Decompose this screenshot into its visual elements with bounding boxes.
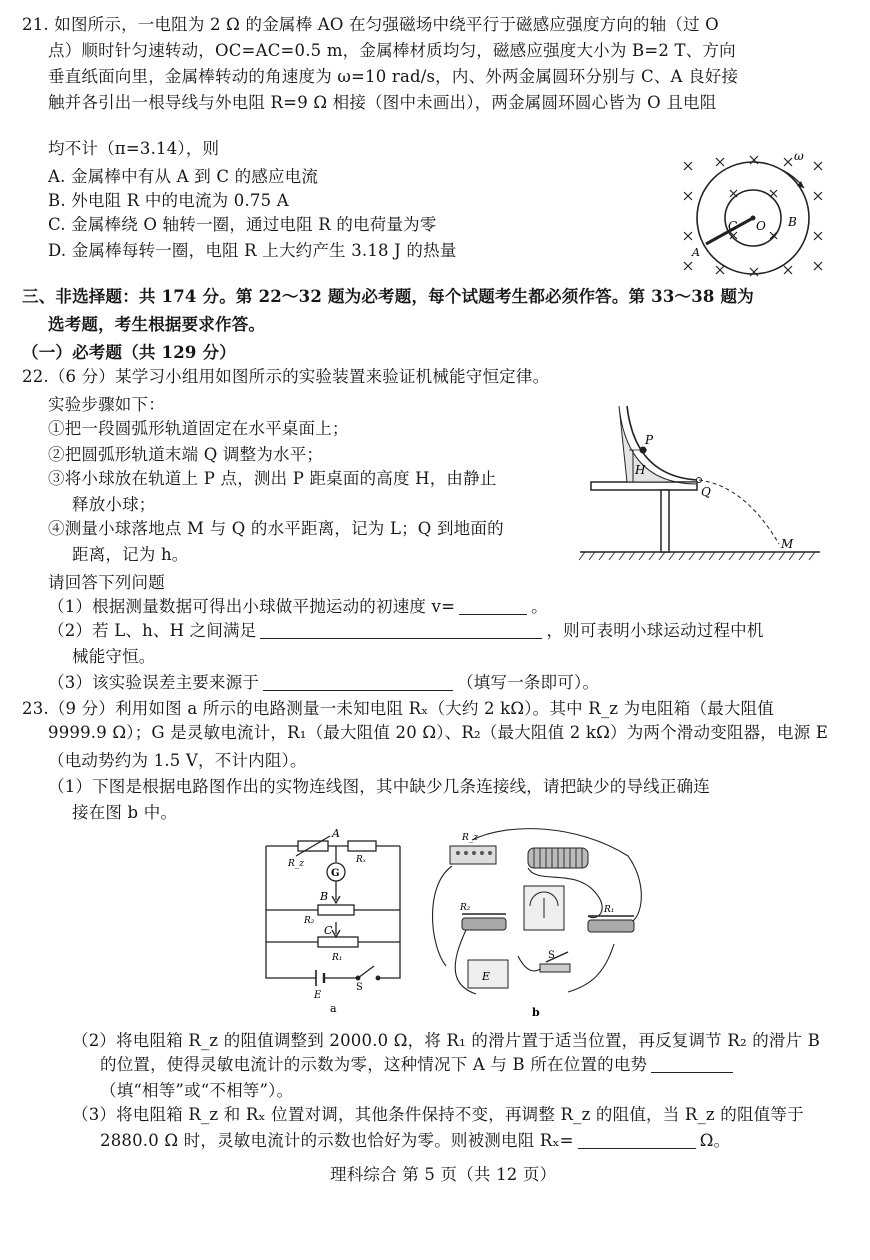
resistance-box (450, 846, 496, 864)
q23-wiring-diagram-b (428, 826, 648, 1020)
switch-s (358, 966, 374, 978)
q22-part-3 (48, 672, 599, 694)
e-label: E (314, 990, 322, 1001)
section-3-line-2: 选考题，考生根据要求作答。 (48, 315, 266, 334)
q22-part-2 (48, 620, 764, 642)
point-m-label: M (781, 537, 794, 551)
point-c-label: C (324, 924, 333, 937)
q21-line-4: 触并各引出一根导线与外电阻 R=9 Ω 相接（图中未画出），两金属圆环圆心皆为 O 且电阻 (48, 93, 717, 112)
wire-1 (433, 866, 453, 966)
rheostat-r1-device (588, 920, 634, 932)
q23-part-3-unit: Ω。 (699, 1131, 731, 1150)
rheostat-r2 (318, 905, 354, 915)
q22-part-2-cont: 械能守恒。 (72, 647, 156, 666)
point-a-label: A (692, 246, 700, 259)
q22-step-2: ②把圆弧形轨道末端 Q 调整为水平； (48, 445, 324, 464)
q23-part-2-text: 的位置，使得灵敏电流计的示数为零，这种情况下 A 与 B 所在位置的电势 (100, 1055, 648, 1074)
e-device-label: E (482, 970, 491, 983)
q21-option-d: D. 金属棒每转一圈，电阻 R 上大约产生 3.18 J 的热量 (48, 241, 457, 260)
projectile-path (699, 480, 779, 544)
page-footer: 理科综合 第 5 页（共 12 页） (330, 1165, 557, 1184)
q23-line-2: 9999.9 Ω）；G 是灵敏电流计，R₁（最大阻值 20 Ω）、R₂（最大阻值 2 kΩ）为两个滑动变阻器，电源 E (48, 723, 829, 742)
r2-label: R₂ (304, 916, 315, 926)
q23-part-2: （2）将电阻箱 R_z 的阻值调整到 2000.0 Ω，将 R₁ 的滑片置于适当位置，再反复调节 R₂ 的滑片 B (72, 1031, 821, 1050)
q22-part-3-tail: （填写一条即可）。 (457, 673, 600, 692)
q23-circuit-diagram-a (258, 826, 408, 1016)
table-leg (661, 490, 669, 552)
rx-label: Rₓ (356, 855, 366, 865)
q22-part-1-text: （1）根据测量数据可得出小球做平抛运动的初速度 v= (48, 597, 456, 616)
r1-device-label: R₁ (604, 905, 615, 915)
point-p-label: P (645, 433, 654, 447)
figure-a-caption: a (330, 1002, 337, 1015)
wire-4 (568, 944, 614, 992)
omega-label: ω (794, 149, 804, 163)
figure-b-caption: b (532, 1006, 540, 1019)
rheostat-r1 (318, 937, 358, 947)
q21-figure (678, 148, 828, 280)
q22-step-3-cont: 释放小球； (72, 495, 156, 514)
s-label: S (356, 982, 363, 993)
q21-line-3: 垂直纸面向里，金属棒转动的角速度为 ω=10 rad/s，内、外两金属圆环分别与 C、A 良好接 (48, 67, 739, 86)
q22-step-3: ③将小球放在轨道上 P 点，测出 P 距桌面的高度 H，由静止 (48, 469, 497, 488)
rz-label: R_z (288, 859, 305, 869)
q22-answer-blank-1[interactable] (459, 598, 527, 615)
q22-part-2-tail: ，则可表明小球运动过程中机 (546, 621, 764, 640)
section-required-heading: （一）必考题（共 129 分） (22, 343, 236, 362)
q23-part-2-cont (100, 1054, 737, 1076)
q23-line-4: （1）下图是根据电路图作出的实物连线图，其中缺少几条连接线，请把缺少的导线正确连 (48, 777, 710, 796)
q21-option-b: B. 外电阻 R 中的电流为 0.75 A (48, 191, 289, 210)
q22-step-4-cont: 距离，记为 h。 (72, 545, 189, 564)
resistor-rx (348, 841, 376, 851)
q23-line-1: 23.（9 分）利用如图 a 所示的电路测量一未知电阻 Rₓ（大约 2 kΩ）。其中 R_z 为电阻箱（最大阻值 (22, 699, 774, 718)
q22-step-1: ①把一段圆弧形轨道固定在水平桌面上； (48, 419, 349, 438)
q22-part-1-end: 。 (531, 597, 548, 616)
s-device-label: S (548, 950, 555, 961)
q23-part-3-text: 2880.0 Ω 时，灵敏电流计的示数也恰好为零。则被测电阻 Rₓ= (100, 1131, 574, 1150)
switch-device (540, 964, 570, 972)
height-h-label: H (635, 463, 646, 477)
q23-part-2-hint: （填“相等”或“不相等”）。 (100, 1081, 294, 1100)
q22-step-4: ④测量小球落地点 M 与 Q 的水平距离，记为 L；Q 到地面的 (48, 519, 504, 538)
q21-line-2: 点）顺时针匀速转动，OC=AC=0.5 m，金属棒材质均匀，磁感应强度大小为 B=2 T、方向 (48, 41, 736, 60)
q22-figure (575, 404, 825, 574)
q21-line-5: 均不计（π=3.14），则 (48, 139, 220, 158)
q23-part-3-cont (100, 1130, 730, 1152)
section-3-line-1: 三、非选择题：共 174 分。第 22～32 题为必考题，每个试题考生都必须作答。第 33～38 题为 (22, 287, 754, 306)
g-label: G (331, 868, 340, 879)
rheostat-r2-device (462, 918, 506, 930)
q22-ask: 请回答下列问题 (48, 573, 165, 592)
point-o-label: O (756, 219, 766, 233)
point-q-label: Q (701, 485, 711, 499)
q23-line-5: 接在图 b 中。 (72, 803, 178, 822)
point-b-label: B (320, 890, 329, 903)
q23-part-3: （3）将电阻箱 R_z 和 Rₓ 位置对调，其他条件保持不变，再调整 R_z 的阻值，当 R_z 的阻值等于 (72, 1105, 804, 1124)
point-b-label: B (788, 215, 797, 229)
q21-line-1: 21. 如图所示，一电阻为 2 Ω 的金属棒 AO 在匀强磁场中绕平行于磁感应强度方向的轴（过 O (22, 15, 719, 34)
q23-line-3: （电动势约为 1.5 V，不计内阻）。 (48, 751, 307, 770)
ground-hatch (579, 552, 815, 560)
q22-part-1 (48, 596, 548, 618)
r1-label: R₁ (332, 953, 343, 963)
q23-answer-blank-2[interactable] (578, 1132, 696, 1149)
point-a-label: A (332, 827, 340, 840)
q22-answer-blank-2[interactable] (260, 622, 542, 639)
q22-answer-blank-3[interactable] (263, 674, 453, 691)
rz-device-label: R_z (462, 833, 479, 843)
point-c-label: C (728, 219, 738, 233)
q23-answer-blank-1[interactable] (651, 1056, 733, 1073)
r2-device-label: R₂ (460, 903, 471, 913)
q22-part-2-text: （2）若 L、h、H 之间满足 (48, 621, 257, 640)
q21-option-c: C. 金属棒绕 O 轴转一圈，通过电阻 R 的电荷量为零 (48, 215, 437, 234)
q22-part-3-text: （3）该实验误差主要来源于 (48, 673, 260, 692)
q22-steps-title: 实验步骤如下： (48, 395, 165, 414)
q21-option-a: A. 金属棒中有从 A 到 C 的感应电流 (48, 167, 319, 186)
q22-head: 22.（6 分）某学习小组用如图所示的实验装置来验证机械能守恒定律。 (22, 367, 550, 386)
